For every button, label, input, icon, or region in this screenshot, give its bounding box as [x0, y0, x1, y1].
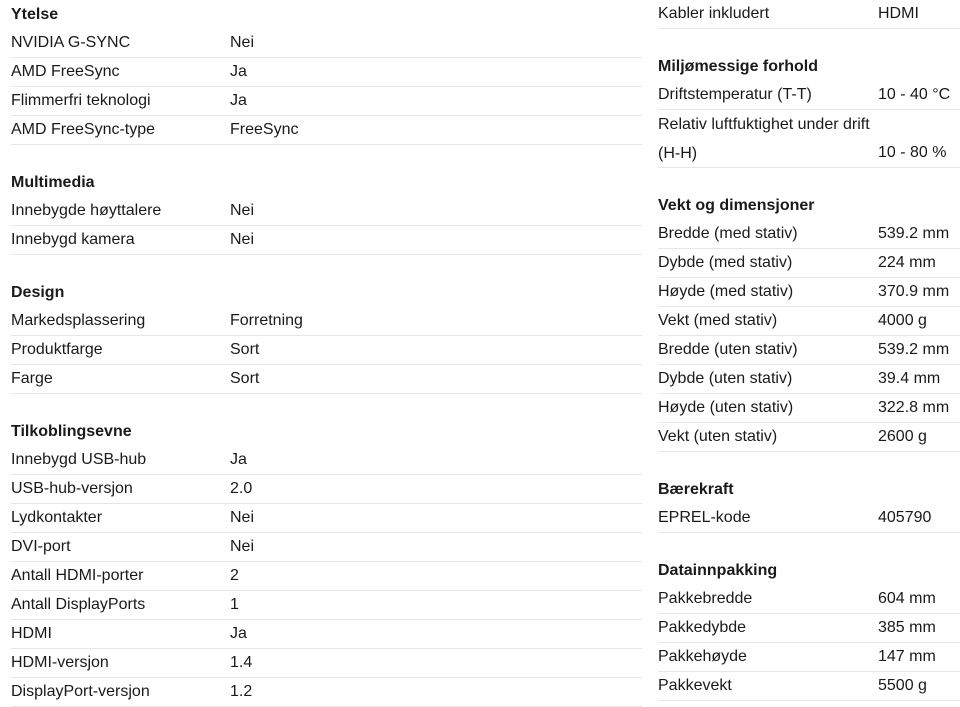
spec-label: Dybde (med stativ) [658, 254, 793, 271]
spec-label: Driftstemperatur (T-T) [658, 86, 812, 103]
spec-value: 604 mm [878, 590, 936, 607]
section-spacer [11, 145, 642, 168]
spec-row-nvidia-g-sync [11, 29, 642, 58]
section-title-tilkoblingsevne: Tilkoblingsevne [11, 423, 132, 440]
section-spacer [658, 168, 960, 191]
spec-row-driftstemperatur-t-t [658, 81, 960, 110]
spec-row-hdmi [11, 620, 642, 649]
spec-value: 2600 g [878, 428, 927, 445]
spec-value: Nei [230, 34, 255, 51]
spec-label: Produktfarge [11, 341, 103, 358]
spec-value: 370.9 mm [878, 283, 950, 300]
spec-row-farge [11, 365, 642, 394]
spec-label: Bredde (uten stativ) [658, 341, 798, 358]
spec-row-hdmi-versjon [11, 649, 642, 678]
spec-value: Nei [230, 231, 255, 248]
spec-value: 5500 g [878, 677, 927, 694]
spec-value: Nei [230, 509, 255, 526]
spec-label: Bredde (med stativ) [658, 225, 798, 242]
spec-row-vekt-uten-stativ [658, 423, 960, 452]
spec-value: Ja [230, 625, 247, 642]
spec-label: Flimmerfri teknologi [11, 92, 151, 109]
spec-row-produktfarge [11, 336, 642, 365]
spec-value: 1.2 [230, 683, 253, 700]
spec-value: Nei [230, 202, 255, 219]
spec-row-markedsplassering [11, 307, 642, 336]
spec-row-antall-displayports [11, 591, 642, 620]
spec-label: Vekt (uten stativ) [658, 428, 778, 445]
spec-row-amd-freesync [11, 58, 642, 87]
spec-value: Forretning [230, 312, 303, 329]
spec-value: 1 [230, 596, 239, 613]
spec-label: HDMI [11, 625, 52, 642]
spec-value: 147 mm [878, 648, 936, 665]
spec-row-innebygd-kamera [11, 226, 642, 255]
spec-row-dybde-uten-stativ [658, 365, 960, 394]
spec-value: 2 [230, 567, 239, 584]
spec-row-flimmerfri-teknologi [11, 87, 642, 116]
section-spacer [658, 29, 960, 52]
spec-value: 539.2 mm [878, 341, 950, 358]
spec-value: 322.8 mm [878, 399, 950, 416]
spec-label: DVI-port [11, 538, 71, 555]
spec-value: 4000 g [878, 312, 927, 329]
spec-label: Innebygd USB-hub [11, 451, 147, 468]
spec-row-innebygde-høyttalere [11, 197, 642, 226]
spec-column-left [11, 0, 642, 707]
spec-value: HDMI [878, 5, 919, 22]
spec-label: HDMI-versjon [11, 654, 109, 671]
spec-row-usb-hub-versjon [11, 475, 642, 504]
spec-label: EPREL-kode [658, 509, 751, 526]
spec-value: 385 mm [878, 619, 936, 636]
spec-label: NVIDIA G-SYNC [11, 34, 131, 51]
section-title-vekt-og-dimensjoner: Vekt og dimensjoner [658, 197, 815, 214]
spec-row-høyde-med-stativ [658, 278, 960, 307]
spec-label: Antall DisplayPorts [11, 596, 146, 613]
spec-label: USB-hub-versjon [11, 480, 133, 497]
spec-row-relativ-luftfuktighet-under-drift-h-h [658, 110, 960, 168]
spec-row-bredde-uten-stativ [658, 336, 960, 365]
spec-row-dvi-port [11, 533, 642, 562]
spec-column-right [658, 0, 960, 701]
spec-label: Høyde (med stativ) [658, 283, 794, 300]
spec-row-vekt-med-stativ [658, 307, 960, 336]
section-title-design: Design [11, 284, 65, 301]
spec-row-displayport-versjon [11, 678, 642, 707]
section-title-bærekraft: Bærekraft [658, 481, 734, 498]
spec-label: AMD FreeSync [11, 63, 120, 80]
spec-row-høyde-uten-stativ [658, 394, 960, 423]
section-spacer [658, 533, 960, 556]
spec-row-innebygd-usb-hub [11, 446, 642, 475]
spec-row-pakkehøyde [658, 643, 960, 672]
section-title-miljømessige-forhold: Miljømessige forhold [658, 58, 819, 75]
spec-value: 10 - 40 °C [878, 86, 951, 103]
spec-value: Nei [230, 538, 255, 555]
spec-value: Sort [230, 341, 260, 358]
spec-label: Pakkebredde [658, 590, 753, 607]
spec-label: Pakkehøyde [658, 648, 747, 665]
spec-row-amd-freesync-type [11, 116, 642, 145]
section-spacer [11, 394, 642, 417]
spec-row-eprel-kode [658, 504, 960, 533]
spec-value: Ja [230, 92, 247, 109]
spec-label: Markedsplassering [11, 312, 146, 329]
spec-row-pakkedybde [658, 614, 960, 643]
section-spacer [658, 452, 960, 475]
spec-label: Innebygd kamera [11, 231, 135, 248]
spec-label: Innebygde høyttalere [11, 202, 162, 219]
spec-label: Pakkedybde [658, 619, 747, 636]
spec-row-dybde-med-stativ [658, 249, 960, 278]
spec-value: Ja [230, 63, 247, 80]
spec-label: AMD FreeSync-type [11, 121, 156, 138]
spec-label: Høyde (uten stativ) [658, 399, 794, 416]
spec-label: Farge [11, 370, 53, 387]
spec-value: Sort [230, 370, 260, 387]
spec-value: 405790 [878, 509, 932, 526]
spec-value: 224 mm [878, 254, 936, 271]
spec-value: Ja [230, 451, 247, 468]
spec-label: Dybde (uten stativ) [658, 370, 793, 387]
spec-value: 1.4 [230, 654, 253, 671]
section-title-ytelse: Ytelse [11, 6, 59, 23]
spec-row-pakkevekt [658, 672, 960, 701]
spec-value: 10 - 80 % [878, 144, 947, 161]
spec-row-lydkontakter [11, 504, 642, 533]
spec-label: Kabler inkludert [658, 5, 770, 22]
spec-label: Relativ luftfuktighet under drift (H-H) [658, 116, 870, 162]
spec-value: 539.2 mm [878, 225, 950, 242]
spec-row-kabler-inkludert [658, 0, 960, 29]
spec-label: Lydkontakter [11, 509, 103, 526]
section-title-datainnpakking: Datainnpakking [658, 562, 778, 579]
spec-label: Antall HDMI-porter [11, 567, 144, 584]
spec-label: Pakkevekt [658, 677, 732, 694]
spec-label: Vekt (med stativ) [658, 312, 778, 329]
section-spacer [11, 255, 642, 278]
spec-row-bredde-med-stativ [658, 220, 960, 249]
spec-label: DisplayPort-versjon [11, 683, 150, 700]
spec-value: 2.0 [230, 480, 253, 497]
spec-value: 39.4 mm [878, 370, 941, 387]
spec-row-antall-hdmi-porter [11, 562, 642, 591]
section-title-multimedia: Multimedia [11, 174, 95, 191]
spec-row-pakkebredde [658, 585, 960, 614]
spec-value: FreeSync [230, 121, 299, 138]
